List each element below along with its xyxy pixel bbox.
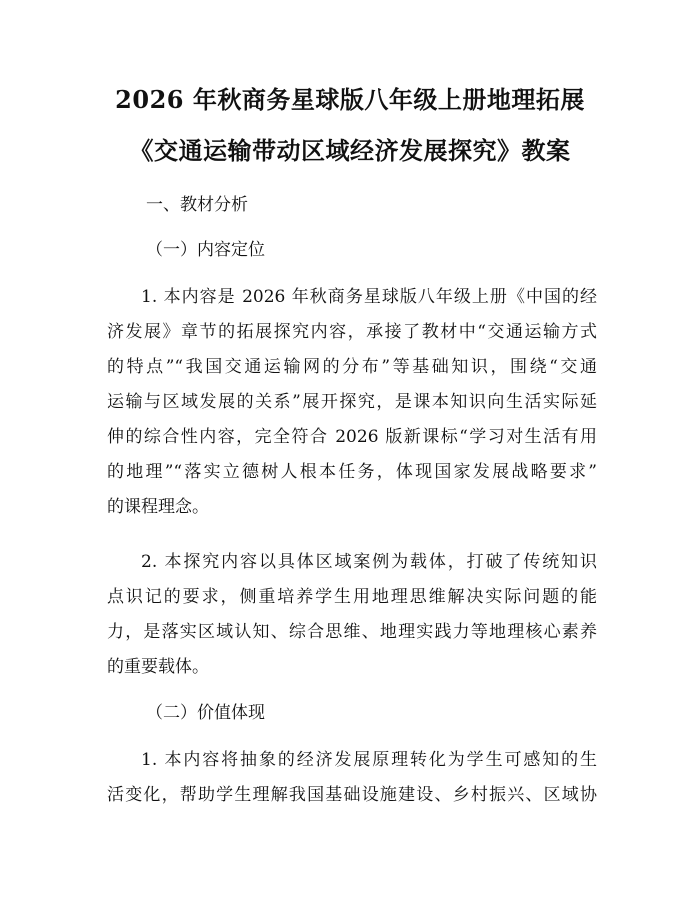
- document-title-line-1: 2026 年秋商务星球版八年级上册地理拓展: [115, 85, 585, 114]
- paragraph-2-line: 点识记的要求，侧重培养学生用地理思维解决实际问题的能: [107, 587, 597, 607]
- document-title-line-2: 《交通运输带动区域经济发展探究》教案: [129, 136, 571, 165]
- subsection-heading-content-positioning: （一）内容定位: [146, 240, 265, 260]
- paragraph-3-line: 活变化，帮助学生理解我国基础设施建设、乡村振兴、区域协: [107, 785, 597, 805]
- paragraph-1-line: 运输与区域发展的关系”展开探究，是课本知识向生活实际延: [107, 392, 597, 412]
- paragraph-2-line: 的重要载体。: [107, 657, 209, 677]
- paragraph-1-line: 1. 本内容是 2026 年秋商务星球版八年级上册《中国的经: [141, 287, 597, 307]
- subsection-heading-value: （二）价值体现: [146, 703, 265, 723]
- paragraph-3-line: 1. 本内容将抽象的经济发展原理转化为学生可感知的生: [141, 750, 597, 770]
- paragraph-1-line: 的地理”“落实立德树人根本任务，体现国家发展战略要求”: [107, 462, 597, 482]
- paragraph-1-line: 伸的综合性内容，完全符合 2026 版新课标“学习对生活有用: [107, 427, 597, 447]
- paragraph-2-line: 2. 本探究内容以具体区域案例为载体，打破了传统知识: [141, 552, 597, 572]
- paragraph-1-line: 的课程理念。: [107, 497, 209, 517]
- paragraph-1-line: 济发展》章节的拓展探究内容，承接了教材中“交通运输方式: [107, 322, 597, 342]
- paragraph-2-line: 力，是落实区域认知、综合思维、地理实践力等地理核心素养: [107, 622, 597, 642]
- paragraph-1-line: 的特点”“我国交通运输网的分布”等基础知识，围绕“交通: [107, 357, 597, 377]
- section-heading-textbook-analysis: 一、教材分析: [146, 195, 248, 215]
